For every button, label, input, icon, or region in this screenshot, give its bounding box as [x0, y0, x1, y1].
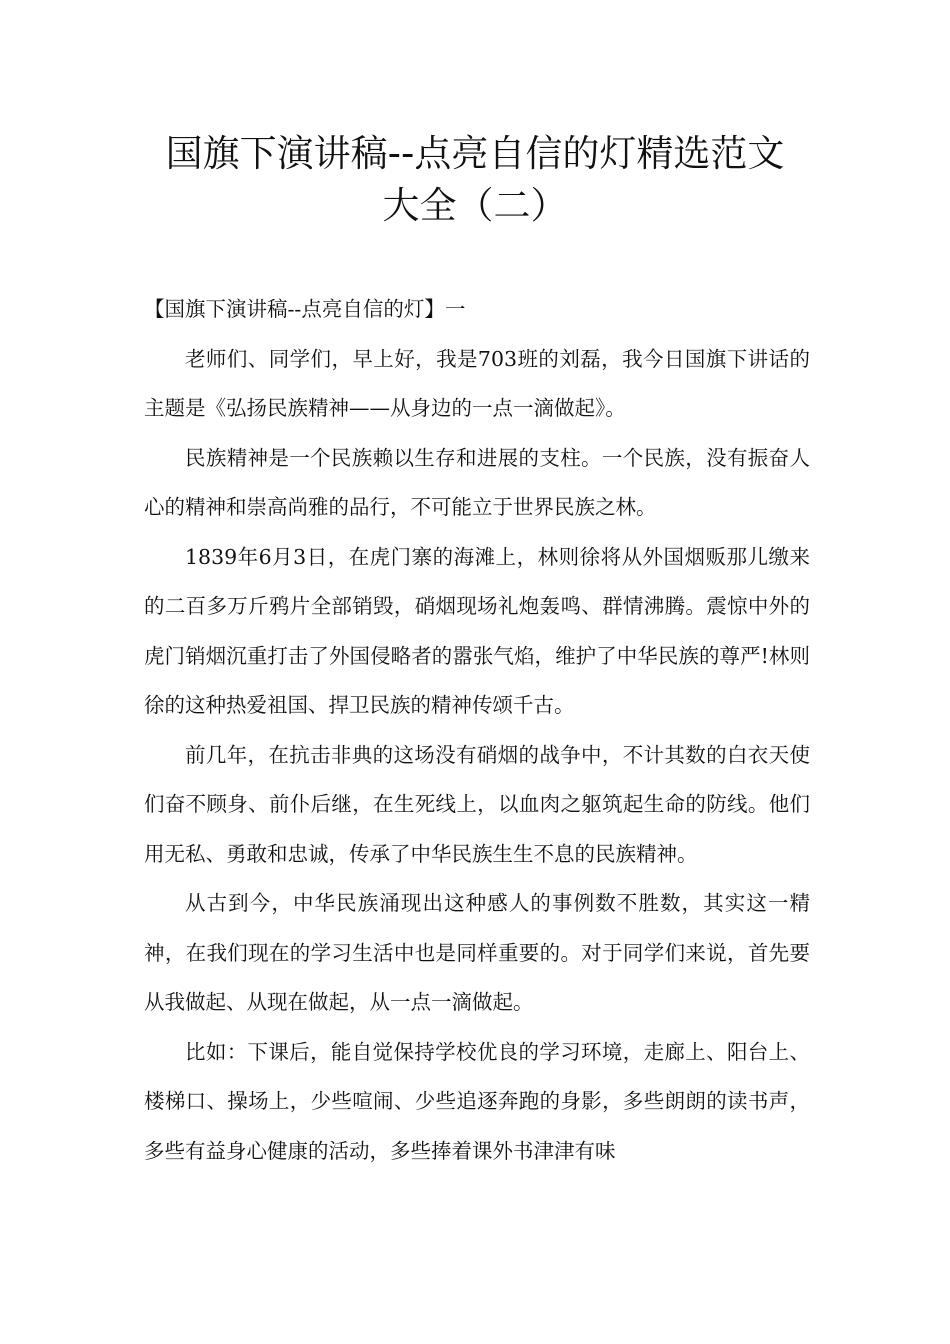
title-line-2: 大全（二） [382, 184, 568, 227]
paragraph: 老师们、同学们，早上好，我是703班的刘磊，我今日国旗下讲话的主题是《弘扬民族精神——从身边的一点一滴做起》。 [144, 346, 810, 420]
paragraph: 比如：下课后，能自觉保持学校优良的学习环境，走廊上、阳台上、楼梯口、操场上，少些喧闹、少些追逐奔跑的身影，多些朗朗的读书声，多些有益身心健康的活动，多些捧着课外书津津有味 [144, 1039, 810, 1163]
paragraph: 前几年，在抗击非典的这场没有硝烟的战争中，不计其数的白衣天使们奋不顾身、前仆后继，在生死线上，以血肉之躯筑起生命的防线。他们用无私、勇敢和忠诚，传承了中华民族生生不息的民族精神。 [144, 742, 810, 866]
document-body [144, 285, 810, 1176]
paragraph: 1839年6月3日，在虎门寨的海滩上，林则徐将从外国烟贩那儿缴来的二百多万斤鸦片全部销毁，硝烟现场礼炮轰鸣、群情沸腾。震惊中外的虎门销烟沉重打击了外国侵略者的嚣张气焰，维护了中华民族的尊严!林则徐的这种热爱祖国、捍卫民族的精神传颂千古。 [144, 544, 810, 717]
section-heading: 【国旗下演讲稿--点亮自信的灯】一 [144, 297, 466, 321]
paragraph: 从古到今，中华民族涌现出这种感人的事例数不胜数，其实这一精神，在我们现在的学习生活中也是同样重要的。对于同学们来说，首先要从我做起、从现在做起，从一点一滴做起。 [144, 891, 810, 1014]
paragraph: 民族精神是一个民族赖以生存和进展的支柱。一个民族，没有振奋人心的精神和崇高尚雅的品行，不可能立于世界民族之林。 [144, 445, 810, 519]
title-line-1: 国旗下演讲稿--点亮自信的灯精选范文 [165, 132, 785, 175]
document-title [120, 128, 830, 232]
